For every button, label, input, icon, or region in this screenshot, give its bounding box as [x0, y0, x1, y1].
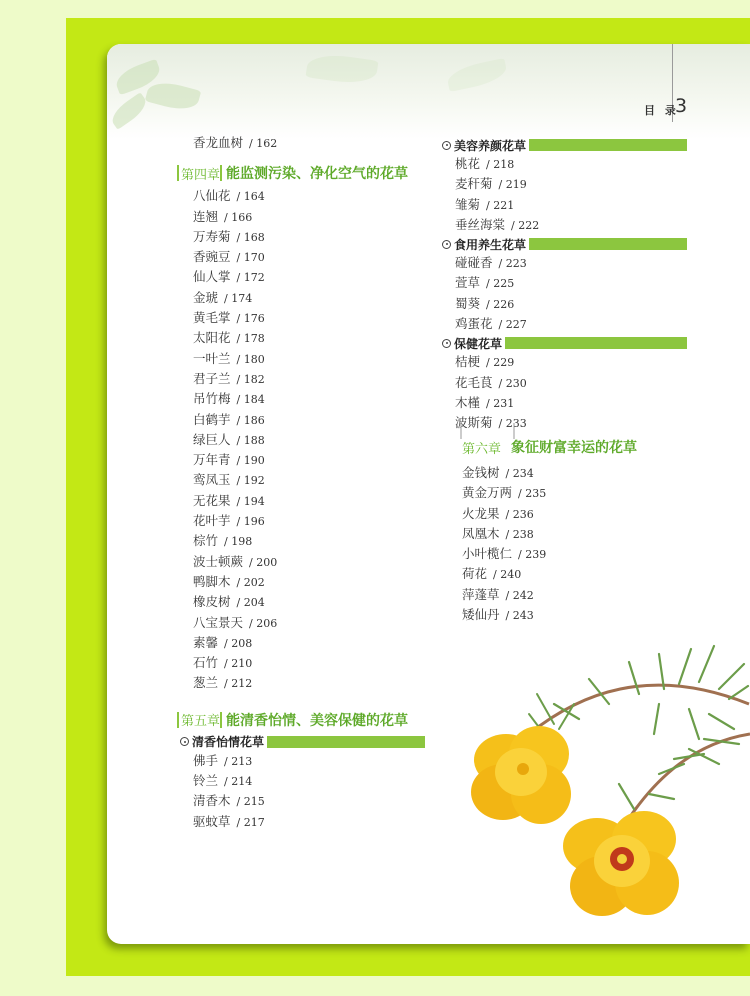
- chapter-number: 第五章: [181, 714, 221, 730]
- entry-name: 桃花: [455, 156, 481, 171]
- entry-page: / 212: [224, 677, 253, 691]
- toc-label: 目 录: [644, 104, 679, 117]
- toc-entry[interactable]: [455, 273, 687, 293]
- entry-page: / 213: [224, 754, 253, 768]
- toc-entry[interactable]: [455, 253, 687, 273]
- section-title: 清香怡情花草: [192, 735, 265, 750]
- circle-bullet-icon: [442, 339, 451, 348]
- entry-name: 鸡蛋花: [455, 316, 493, 332]
- toc-entry[interactable]: [193, 450, 425, 470]
- entry-page: / 174: [224, 291, 253, 305]
- entry-page: / 223: [498, 257, 527, 271]
- leaf-decoration: [145, 78, 201, 115]
- section-bar: [529, 139, 687, 151]
- toc-entry[interactable]: [193, 186, 425, 206]
- toc-entry[interactable]: [462, 605, 637, 625]
- entry-page: / 229: [486, 356, 515, 370]
- toc-entry[interactable]: [193, 552, 425, 572]
- toc-entry[interactable]: [455, 352, 687, 372]
- entry-name: 驱蚊草: [193, 813, 231, 829]
- left-column: [181, 133, 425, 832]
- chapter-bar: [177, 165, 179, 181]
- section-entry-list: [193, 751, 425, 832]
- entry-page: / 221: [486, 198, 515, 212]
- toc-entry[interactable]: [193, 673, 425, 693]
- entry-page: / 204: [236, 596, 265, 610]
- toc-entry[interactable]: [193, 349, 425, 369]
- entry-name: 绿巨人: [193, 431, 231, 447]
- entry-page: / 208: [224, 636, 253, 650]
- toc-entry[interactable]: [455, 294, 687, 314]
- toc-entry[interactable]: [193, 771, 425, 791]
- chapter-bar: [177, 712, 179, 728]
- chapter-bar: [220, 165, 222, 181]
- entry-name: 仙人掌: [193, 269, 231, 285]
- toc-entry[interactable]: [193, 389, 425, 409]
- entry-name: 香龙血树: [193, 135, 244, 150]
- circle-bullet-icon: [442, 141, 451, 150]
- toc-entry[interactable]: [193, 633, 425, 653]
- leaf-decoration: [306, 51, 379, 86]
- entry-name: 八宝景天: [193, 614, 244, 630]
- toc-entry[interactable]: [462, 544, 637, 564]
- section-entry-list: [455, 154, 687, 235]
- chapter-heading[interactable]: [177, 161, 425, 185]
- toc-entry[interactable]: [193, 531, 425, 551]
- entry-page: / 215: [236, 795, 265, 809]
- entry-name: 铃兰: [193, 773, 219, 789]
- toc-entry[interactable]: [193, 613, 425, 633]
- entry-name: 白鹤芋: [193, 411, 231, 427]
- section-heading[interactable]: [180, 733, 425, 751]
- entry-page: / 170: [236, 251, 265, 265]
- entry-name: 矮仙丹: [462, 607, 500, 623]
- entry-name: 碰碰香: [455, 255, 493, 271]
- entry-page: / 196: [236, 515, 265, 529]
- entry-name: 火龙果: [462, 505, 500, 521]
- entry-name: 波斯菊: [455, 415, 493, 431]
- entry-name: 橡皮树: [193, 594, 231, 610]
- entry-page: / 217: [236, 815, 265, 829]
- entry-name: 一叶兰: [193, 350, 231, 366]
- entry-name: 佛手: [193, 752, 219, 768]
- entry-name: 万年青: [193, 452, 231, 468]
- toc-entry[interactable]: [455, 215, 687, 235]
- toc-entry[interactable]: [193, 791, 425, 811]
- toc-entry[interactable]: [193, 410, 425, 430]
- section-heading[interactable]: [442, 136, 687, 154]
- toc-entry[interactable]: [193, 653, 425, 673]
- toc-entry[interactable]: [462, 585, 637, 605]
- entry-name: 连翘: [193, 208, 219, 224]
- entry-page: / 242: [505, 588, 534, 602]
- toc-entry[interactable]: [455, 393, 687, 413]
- entry-name: 桔梗: [455, 354, 481, 370]
- entry-page: / 214: [224, 775, 253, 789]
- header-decoration: [107, 44, 750, 139]
- section-heading[interactable]: [442, 235, 687, 253]
- entry-page: / 236: [505, 507, 534, 521]
- entry-name: 葱兰: [193, 675, 219, 691]
- entry-name: 蜀葵: [455, 295, 481, 311]
- toc-entry[interactable]: [193, 572, 425, 592]
- chapter-entry-list: [193, 186, 425, 693]
- entry-page: / 188: [236, 433, 265, 447]
- entry-name: 吊竹梅: [193, 391, 231, 407]
- entry-page: / 200: [249, 555, 278, 569]
- entry-page: / 230: [498, 376, 527, 390]
- entry-name: 棕竹: [193, 533, 219, 549]
- entry-name: 清香木: [193, 793, 231, 809]
- toc-entry[interactable]: [462, 524, 637, 544]
- entry-name: 金钱树: [462, 465, 500, 480]
- toc-entry[interactable]: [193, 491, 425, 511]
- entry-page: / 231: [486, 396, 515, 410]
- entry-page: / 162: [249, 137, 278, 150]
- entry-page: / 233: [498, 417, 527, 431]
- toc-entry[interactable]: [193, 288, 425, 308]
- entry-name: 素馨: [193, 634, 219, 650]
- toc-entry[interactable]: [462, 564, 637, 584]
- entry-page: / 194: [236, 494, 265, 508]
- leaf-decoration: [445, 58, 508, 92]
- entry-name: 雏菊: [455, 196, 481, 212]
- connector-lines: [459, 423, 519, 441]
- entry-page: / 210: [224, 657, 253, 671]
- toc-entry[interactable]: [193, 328, 425, 348]
- entry-page: / 219: [498, 178, 527, 192]
- toc-entry[interactable]: [193, 592, 425, 612]
- entry-page: / 180: [236, 352, 265, 366]
- entry-name: 八仙花: [193, 188, 231, 204]
- entry-name: 香豌豆: [193, 249, 231, 265]
- toc-entry[interactable]: [193, 267, 425, 287]
- entry-page: / 235: [518, 487, 547, 501]
- entry-name: 君子兰: [193, 370, 231, 386]
- entry-page: / 172: [236, 271, 265, 285]
- chapter-heading[interactable]: [177, 708, 425, 732]
- toc-entry[interactable]: [193, 247, 425, 267]
- section-title: 保健花草: [454, 336, 503, 351]
- entry-name: 万寿菊: [193, 228, 231, 244]
- toc-entry[interactable]: [455, 373, 687, 393]
- section-title: 食用养生花草: [454, 237, 527, 252]
- entry-page: / 192: [236, 474, 265, 488]
- toc-entry[interactable]: [193, 207, 425, 227]
- section-entry-list: [455, 352, 687, 433]
- entry-page: / 186: [236, 413, 265, 427]
- toc-entry[interactable]: [193, 227, 425, 247]
- entry-name: 太阳花: [193, 330, 231, 346]
- toc-entry[interactable]: [455, 174, 687, 194]
- toc-entry[interactable]: [193, 430, 425, 450]
- toc-entry[interactable]: [462, 463, 637, 483]
- toc-entry[interactable]: [193, 369, 425, 389]
- entry-page: / 182: [236, 372, 265, 386]
- page-number: 3: [675, 95, 688, 117]
- toc-entry[interactable]: [193, 133, 425, 153]
- entry-page: / 239: [518, 548, 547, 562]
- chapter-title: 能清香怡情、美容保健的花草: [226, 712, 409, 729]
- entry-page: / 164: [236, 190, 265, 204]
- entry-page: / 227: [498, 318, 527, 332]
- section-title: 美容养颜花草: [454, 138, 527, 153]
- toc-entry[interactable]: [455, 154, 687, 174]
- leaf-decoration: [107, 92, 150, 130]
- toc-entry[interactable]: [193, 751, 425, 771]
- entry-name: 凤凰木: [462, 525, 500, 541]
- entry-page: / 176: [236, 312, 265, 326]
- entry-page: / 198: [224, 535, 253, 549]
- section-entry-list: [455, 253, 687, 334]
- toc-entry[interactable]: [193, 511, 425, 531]
- chapter-entry-list: [462, 463, 637, 625]
- yellow-flower-illustration: [459, 634, 750, 934]
- right-column: [442, 136, 687, 434]
- entry-name: 垂丝海棠: [455, 216, 506, 232]
- toc-entry[interactable]: [193, 308, 425, 328]
- toc-entry[interactable]: [193, 812, 425, 832]
- toc-entry[interactable]: [462, 504, 637, 524]
- entry-name: 石竹: [193, 655, 219, 671]
- entry-page: / 168: [236, 230, 265, 244]
- entry-page: / 190: [236, 454, 265, 468]
- entry-name: 花叶芋: [193, 513, 231, 529]
- entry-page: / 202: [236, 575, 265, 589]
- toc-entry[interactable]: [455, 314, 687, 334]
- chapter-bar: [220, 712, 222, 728]
- chapter-title: 能监测污染、净化空气的花草: [226, 166, 409, 183]
- entry-name: 波士顿蕨: [193, 553, 244, 569]
- entry-name: 萍蓬草: [462, 586, 500, 602]
- toc-page: [107, 44, 750, 944]
- entry-page: / 184: [236, 393, 265, 407]
- entry-page: / 178: [236, 332, 265, 346]
- chapter6-block: [462, 435, 637, 625]
- entry-page: / 240: [493, 568, 522, 582]
- circle-bullet-icon: [442, 240, 451, 249]
- entry-name: 鸭脚木: [193, 573, 231, 589]
- entry-name: 荷花: [462, 566, 488, 582]
- entry-page: / 243: [505, 609, 534, 623]
- entry-page: / 218: [486, 158, 515, 171]
- section-bar: [267, 736, 425, 748]
- entry-page: / 238: [505, 527, 534, 541]
- toc-entry[interactable]: [193, 470, 425, 490]
- chapter-title: 象征财富幸运的花草: [511, 440, 638, 456]
- entry-page: / 226: [486, 297, 515, 311]
- entry-page: / 166: [224, 210, 253, 224]
- entry-name: 无花果: [193, 492, 231, 508]
- toc-entry[interactable]: [462, 483, 637, 503]
- entry-page: / 222: [511, 218, 540, 232]
- entry-name: 金琥: [193, 289, 219, 305]
- chapter-number: 第六章: [462, 441, 502, 457]
- entry-name: 木槿: [455, 394, 481, 410]
- entry-name: 黄金万两: [462, 485, 513, 501]
- section-bar: [529, 238, 687, 250]
- chapter-number: 第四章: [181, 167, 221, 183]
- entry-page: / 225: [486, 277, 515, 291]
- toc-entry[interactable]: [455, 195, 687, 215]
- section-heading[interactable]: [442, 334, 687, 352]
- entry-name: 花毛茛: [455, 374, 493, 390]
- entry-name: 小叶榄仁: [462, 546, 513, 562]
- entry-name: 麦秆菊: [455, 176, 493, 192]
- entry-name: 黄毛掌: [193, 310, 231, 326]
- circle-bullet-icon: [180, 737, 189, 746]
- entry-name: 萱草: [455, 275, 481, 291]
- entry-page: / 234: [505, 467, 534, 480]
- entry-page: / 206: [249, 616, 278, 630]
- section-bar: [505, 337, 687, 349]
- entry-name: 鸾凤玉: [193, 472, 231, 488]
